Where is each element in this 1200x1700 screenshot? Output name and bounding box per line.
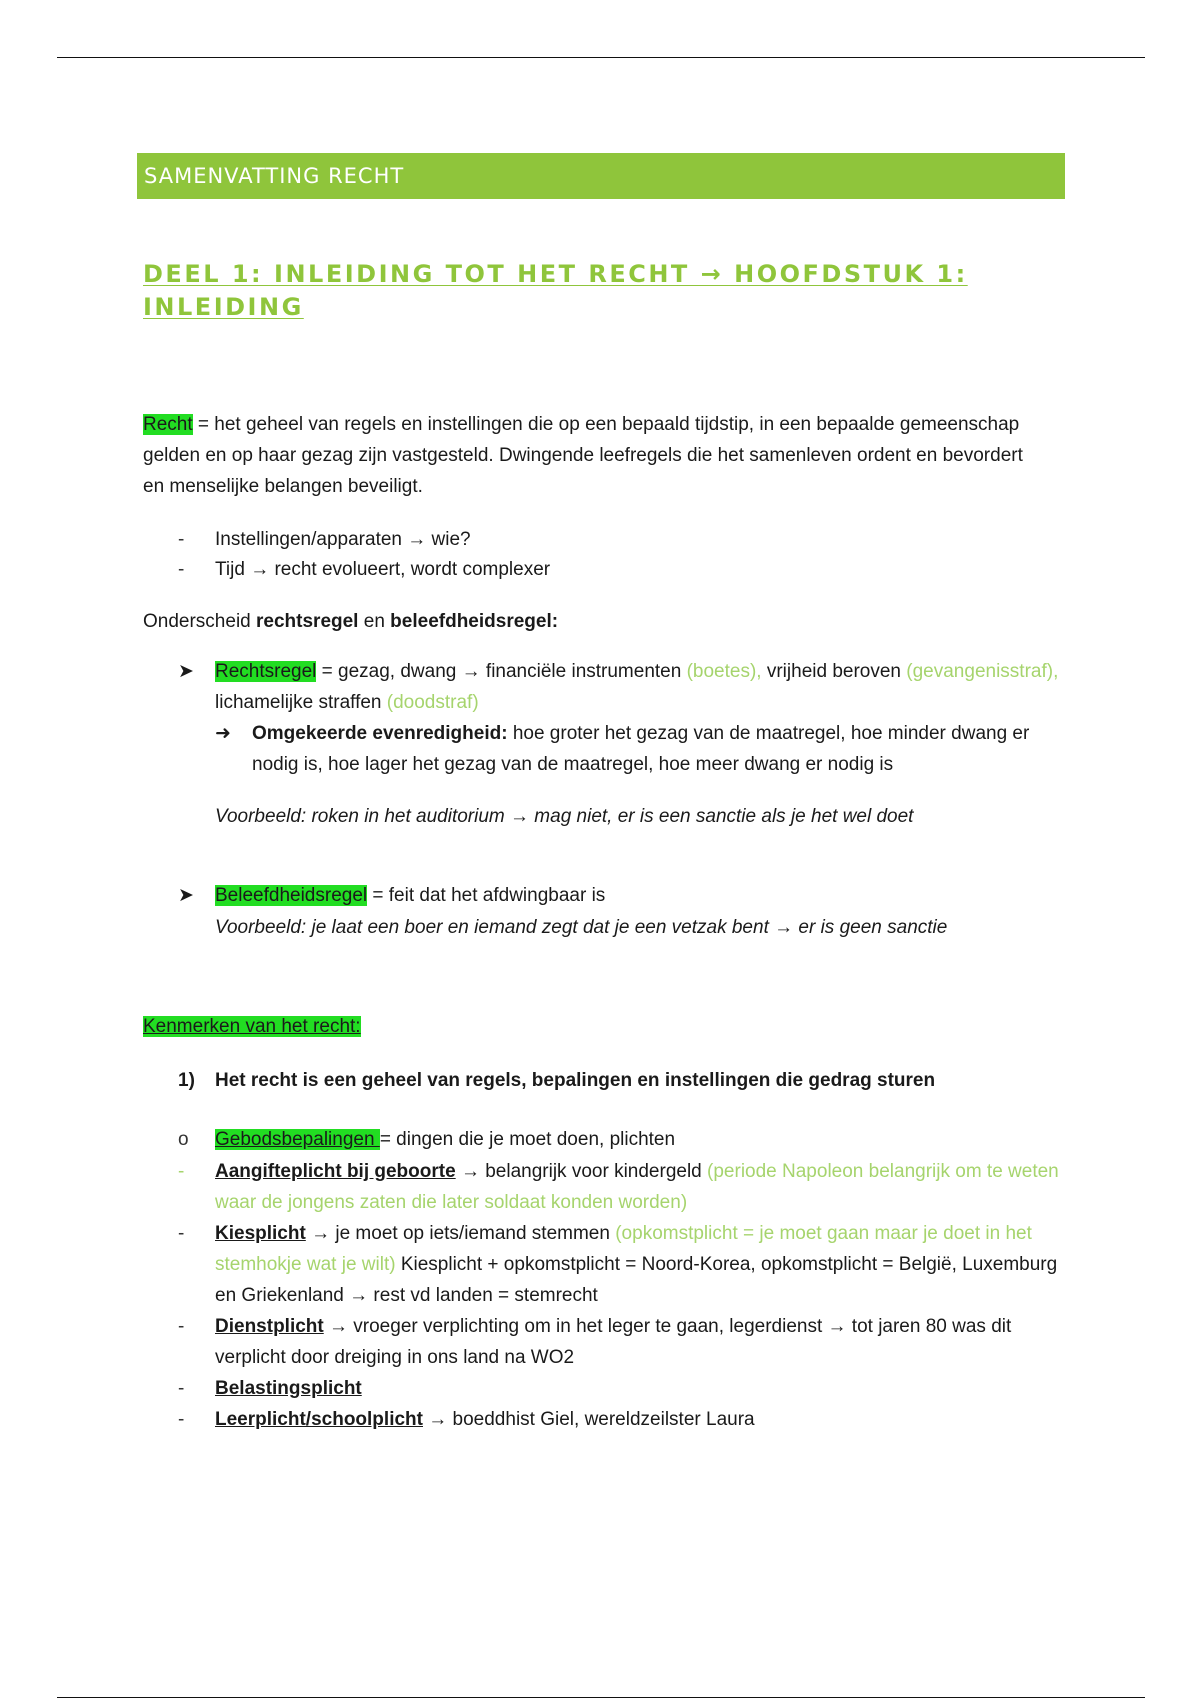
- rechtsregel-note: (boetes),: [686, 661, 762, 682]
- kenmerken-heading: [143, 1011, 361, 1042]
- rechtsregel-paragraph: [215, 656, 1065, 718]
- beleefdheidsregel-example: Voorbeeld: je laat een boer en iemand zegt dat je een vetzak bent → er is geen sanctie: [215, 917, 948, 938]
- duty-term: Belastingsplicht: [215, 1378, 362, 1399]
- onderscheid-mid: en: [358, 611, 391, 632]
- duty-term: Kiesplicht: [215, 1223, 306, 1244]
- list-item: Instellingen/apparaten → wie?: [215, 529, 471, 550]
- rechtsregel-text: = gezag, dwang → financiële instrumenten: [316, 661, 687, 682]
- duty-text: → boeddhist Giel, wereldzeilster Laura: [422, 1409, 755, 1430]
- onderscheid-paragraph: [143, 606, 1043, 637]
- top-rule: [57, 57, 1145, 58]
- gebodsbepalingen-term: Gebodsbepalingen: [215, 1129, 380, 1150]
- dash-bullet: -: [178, 1378, 185, 1399]
- rechtsregel-text: lichamelijke straffen: [215, 692, 387, 713]
- rechtsregel-note: (doodstraf): [386, 692, 479, 713]
- duty-note: (opkomstplicht = je moet gaan maar je doet in het stemhokje wat je wilt): [215, 1223, 1032, 1275]
- duty-term: Dienstplicht: [215, 1316, 324, 1337]
- beleefdheidsregel-paragraph: [215, 880, 1065, 911]
- circle-bullet: o: [178, 1129, 189, 1150]
- duty-item: [215, 1156, 1065, 1218]
- rechtsregel-note: (gevangenisstraf),: [906, 661, 1059, 682]
- dash-bullet: -: [178, 529, 185, 550]
- kenmerken-label: Kenmerken van het recht:: [143, 1016, 361, 1037]
- dash-bullet: -: [178, 1161, 185, 1182]
- beleefdheidsregel-term: Beleefdheidsregel: [215, 885, 368, 906]
- omgekeerde-evenredigheid-text: hoe groter het gezag van de maatregel, hoe minder dwang er nodig is, hoe lager het gezag van de maatregel, hoe meer dwang er nodig is: [252, 723, 1030, 775]
- duty-item: [215, 1373, 1065, 1404]
- duty-item: [215, 1218, 1065, 1311]
- dash-bullet: -: [178, 559, 185, 580]
- duty-text: → vroeger verplichting om in het leger te gaan, legerdienst → tot jaren 80 was dit verplicht door dreiging in ons land na WO2: [215, 1316, 1012, 1368]
- duty-term: Leerplicht/schoolplicht: [215, 1409, 423, 1430]
- onderscheid-prefix: Onderscheid: [143, 611, 257, 632]
- dash-bullet: -: [178, 1223, 185, 1244]
- chapter-heading: DEEL 1: INLEIDING TOT HET RECHT → HOOFDSTUK 1: INLEIDING: [143, 260, 968, 321]
- arrowhead-bullet-icon: ➤: [178, 661, 194, 682]
- rechtsregel-term: Rechtsregel: [215, 661, 317, 682]
- onderscheid-term-beleefdheidsregel: beleefdheidsregel:: [390, 611, 559, 632]
- list-item: Tijd → recht evolueert, wordt complexer: [215, 559, 551, 580]
- gebodsbepalingen-paragraph: [215, 1124, 1065, 1155]
- definition-text: = het geheel van regels en instellingen die op een bepaald tijdstip, in een bepaalde gemeenschap gelden en op haar gezag zijn vastgesteld. Dwingende leefregels die het samenleven ordent en bevordert en menselijke belangen beveiligt.: [143, 414, 1023, 497]
- arrow-right-icon: ➜: [215, 723, 231, 744]
- arrowhead-bullet-icon: ➤: [178, 885, 194, 906]
- duty-tail: Kiesplicht + opkomstplicht = Noord-Korea, opkomstplicht = België, Luxemburg en Griekenland → rest vd landen = stemrecht: [215, 1254, 1058, 1306]
- dash-bullet: -: [178, 1316, 185, 1337]
- point-text: Het recht is een geheel van regels, bepalingen en instellingen die gedrag sturen: [215, 1070, 936, 1091]
- rechtsregel-text: vrijheid beroven: [761, 661, 907, 682]
- omgekeerde-evenredigheid-paragraph: [252, 718, 1062, 780]
- document-banner-title: SAMENVATTING RECHT: [137, 153, 1065, 199]
- duty-text: → je moet op iets/iemand stemmen: [305, 1223, 616, 1244]
- duty-term: Aangifteplicht bij geboorte: [215, 1161, 456, 1182]
- onderscheid-term-rechtsregel: rechtsregel: [256, 611, 359, 632]
- gebodsbepalingen-text: = dingen die je moet doen, plichten: [379, 1129, 676, 1150]
- duty-note: (periode Napoleon belangrijk om te weten waar de jongens zaten die later soldaat konden worden): [215, 1161, 1059, 1213]
- beleefdheidsregel-text: = feit dat het afdwingbaar is: [367, 885, 606, 906]
- duty-text: → belangrijk voor kindergeld: [455, 1161, 708, 1182]
- duty-item: [215, 1311, 1065, 1373]
- definition-paragraph: [143, 409, 1043, 502]
- definition-term: Recht: [143, 414, 193, 435]
- point-number: 1): [178, 1070, 195, 1091]
- duty-item: [215, 1404, 1065, 1435]
- bottom-rule: [57, 1697, 1145, 1698]
- dash-bullet: -: [178, 1409, 185, 1430]
- rechtsregel-example: Voorbeeld: roken in het auditorium → mag niet, er is een sanctie als je het wel doet: [215, 806, 914, 827]
- omgekeerde-evenredigheid-title: Omgekeerde evenredigheid:: [252, 723, 508, 744]
